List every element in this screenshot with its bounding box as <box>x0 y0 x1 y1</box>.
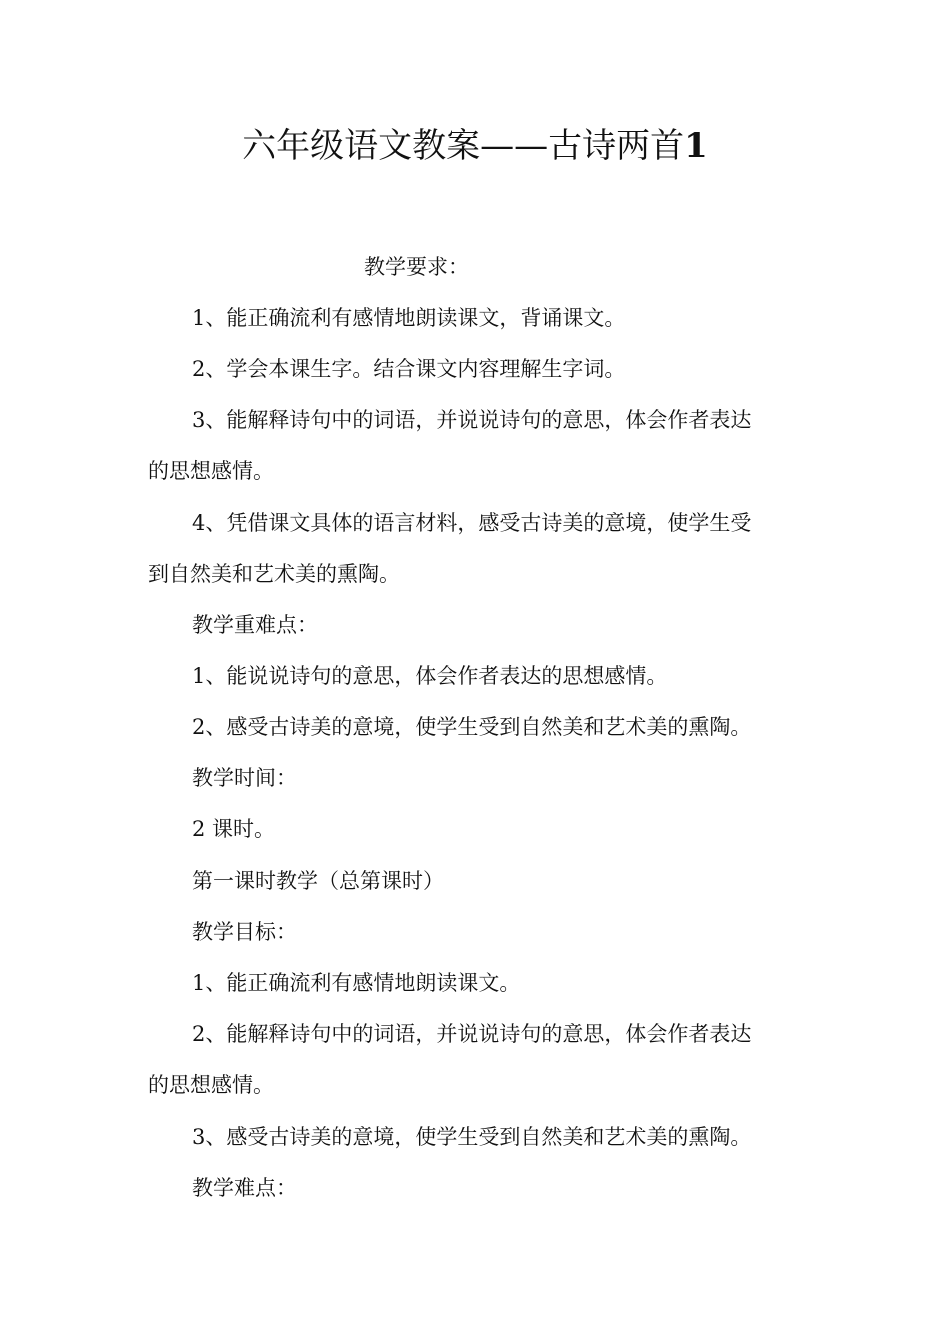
section-heading-objectives: 教学目标： <box>192 920 297 944</box>
section-heading-lesson-one: 第一课时教学（总第课时） <box>192 869 444 893</box>
paragraph-line: 3、感受古诗美的意境，使学生受到自然美和艺术美的熏陶。 <box>192 1125 752 1149</box>
paragraph-line: 4、凭借课文具体的语言材料，感受古诗美的意境，使学生受 <box>192 511 752 535</box>
paragraph-line: 3、能解释诗句中的词语，并说说诗句的意思，体会作者表达 <box>192 408 752 432</box>
paragraph-line: 2、感受古诗美的意境，使学生受到自然美和艺术美的熏陶。 <box>192 715 752 739</box>
paragraph-line: 2、能解释诗句中的词语，并说说诗句的意思，体会作者表达 <box>192 1022 752 1046</box>
document-title <box>0 122 950 170</box>
paragraph-line-continued: 的思想感情。 <box>148 459 274 483</box>
paragraph-line: 1、能说说诗句的意思，体会作者表达的思想感情。 <box>192 664 668 688</box>
title-text: 六年级语文教案——古诗两首 <box>242 126 685 166</box>
section-heading-requirements: 教学要求： <box>364 255 469 279</box>
paragraph-line: 2 课时。 <box>192 817 276 841</box>
paragraph-line-continued: 的思想感情。 <box>148 1073 274 1097</box>
paragraph-line: 1、能正确流利有感情地朗读课文。 <box>192 971 521 995</box>
section-heading-difficulties: 教学难点： <box>192 1176 297 1200</box>
paragraph-line: 1、能正确流利有感情地朗读课文，背诵课文。 <box>192 306 626 330</box>
section-heading-time: 教学时间： <box>192 766 297 790</box>
title-number: 1 <box>684 126 708 166</box>
paragraph-line-continued: 到自然美和艺术美的熏陶。 <box>148 562 400 586</box>
section-heading-key-points: 教学重难点： <box>192 613 318 637</box>
paragraph-line: 2、学会本课生字。结合课文内容理解生字词。 <box>192 357 626 381</box>
